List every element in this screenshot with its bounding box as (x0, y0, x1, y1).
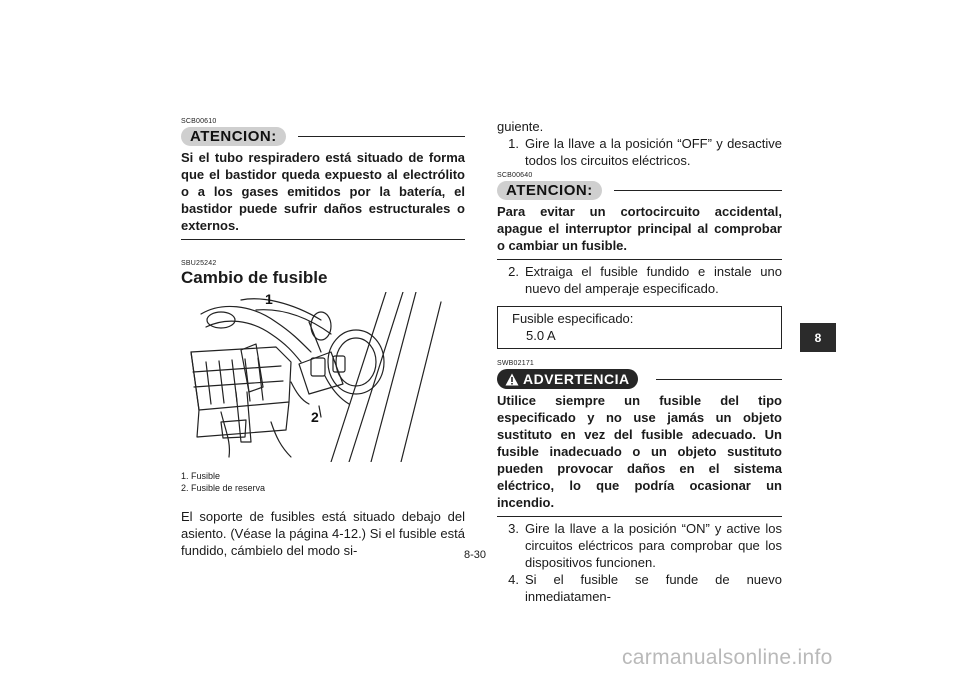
step-text: Gire la llave a la posición “ON” y active los circuitos eléctricos para comprobar que los dispositivos funcionen. (525, 521, 782, 570)
caption-spare-fuse: 2. Fusible de reserva (181, 483, 266, 493)
caution-header (497, 181, 782, 200)
left-column (181, 118, 465, 559)
step-4 (497, 571, 782, 605)
right-column (497, 118, 782, 605)
spec-box (497, 306, 782, 349)
warning-code: SWB02171 (497, 360, 535, 367)
header-rule (614, 190, 782, 191)
callout-1: 1 (265, 292, 273, 307)
footer-watermark: carmanualsonline.info (622, 646, 833, 669)
warning-label-pill (497, 369, 638, 389)
caution-code: SCB00610 (181, 118, 217, 125)
page-number: 8-30 (464, 549, 487, 561)
section-code: SBU25242 (181, 260, 217, 267)
spec-label: Fusible especificado: (512, 311, 634, 326)
warning-text: Utilice siempre un fusible del tipo especificado y no use jamás un objeto sustituto en vez del fusible adecuado. Un fusible inadecuado o un objeto sustituto pueden provocar daños en el sistema eléctrico, lo que podría ocasionar un incendio. (497, 389, 782, 517)
warning-header (497, 369, 782, 389)
caption-fuse: 1. Fusible (181, 471, 221, 481)
step-number: 1. (508, 136, 519, 151)
step-number: 4. (508, 572, 519, 587)
spec-value: 5.0 A (526, 328, 556, 343)
header-rule (656, 379, 782, 380)
step-number: 2. (508, 264, 519, 279)
callout-2: 2 (311, 409, 319, 425)
warning-triangle-icon (505, 373, 519, 386)
section-title: Cambio de fusible (181, 268, 328, 287)
warning-label: ADVERTENCIA (523, 371, 630, 387)
header-rule (298, 136, 465, 137)
step-text: Si el fusible se funde de nuevo inmediatamen- (525, 572, 782, 604)
step-1 (497, 135, 782, 169)
step-text: Gire la llave a la posición “OFF” y desactive todos los circuitos eléctricos. (525, 136, 782, 168)
caution-header (181, 127, 465, 146)
step-text: Extraiga el fusible fundido e instale uno nuevo del amperaje especificado. (525, 264, 782, 296)
step-2 (497, 263, 782, 297)
body-paragraph: El soporte de fusibles está situado debajo del asiento. (Véase la página 4-12.) Si el fusible está fundido, cámbielo del modo si- (181, 509, 465, 558)
step-number: 3. (508, 521, 519, 536)
caution-label: ATENCION: (497, 181, 602, 200)
fuse-illustration (181, 292, 465, 462)
caution-text: Para evitar un cortocircuito accidental, apague el interruptor principal al comprobar o cambiar un fusible. (497, 200, 782, 260)
caution-label: ATENCION: (181, 127, 286, 146)
caution-code: SCB00640 (497, 172, 533, 179)
chapter-tab: 8 (800, 323, 836, 352)
caution-text: Si el tubo respiradero está situado de forma que el bastidor queda expuesto al electrólito o a los gases emitidos por la batería, el bastidor puede sufrir daños estructurales o externos. (181, 146, 465, 240)
continuation-text: guiente. (497, 119, 544, 134)
step-3 (497, 520, 782, 571)
